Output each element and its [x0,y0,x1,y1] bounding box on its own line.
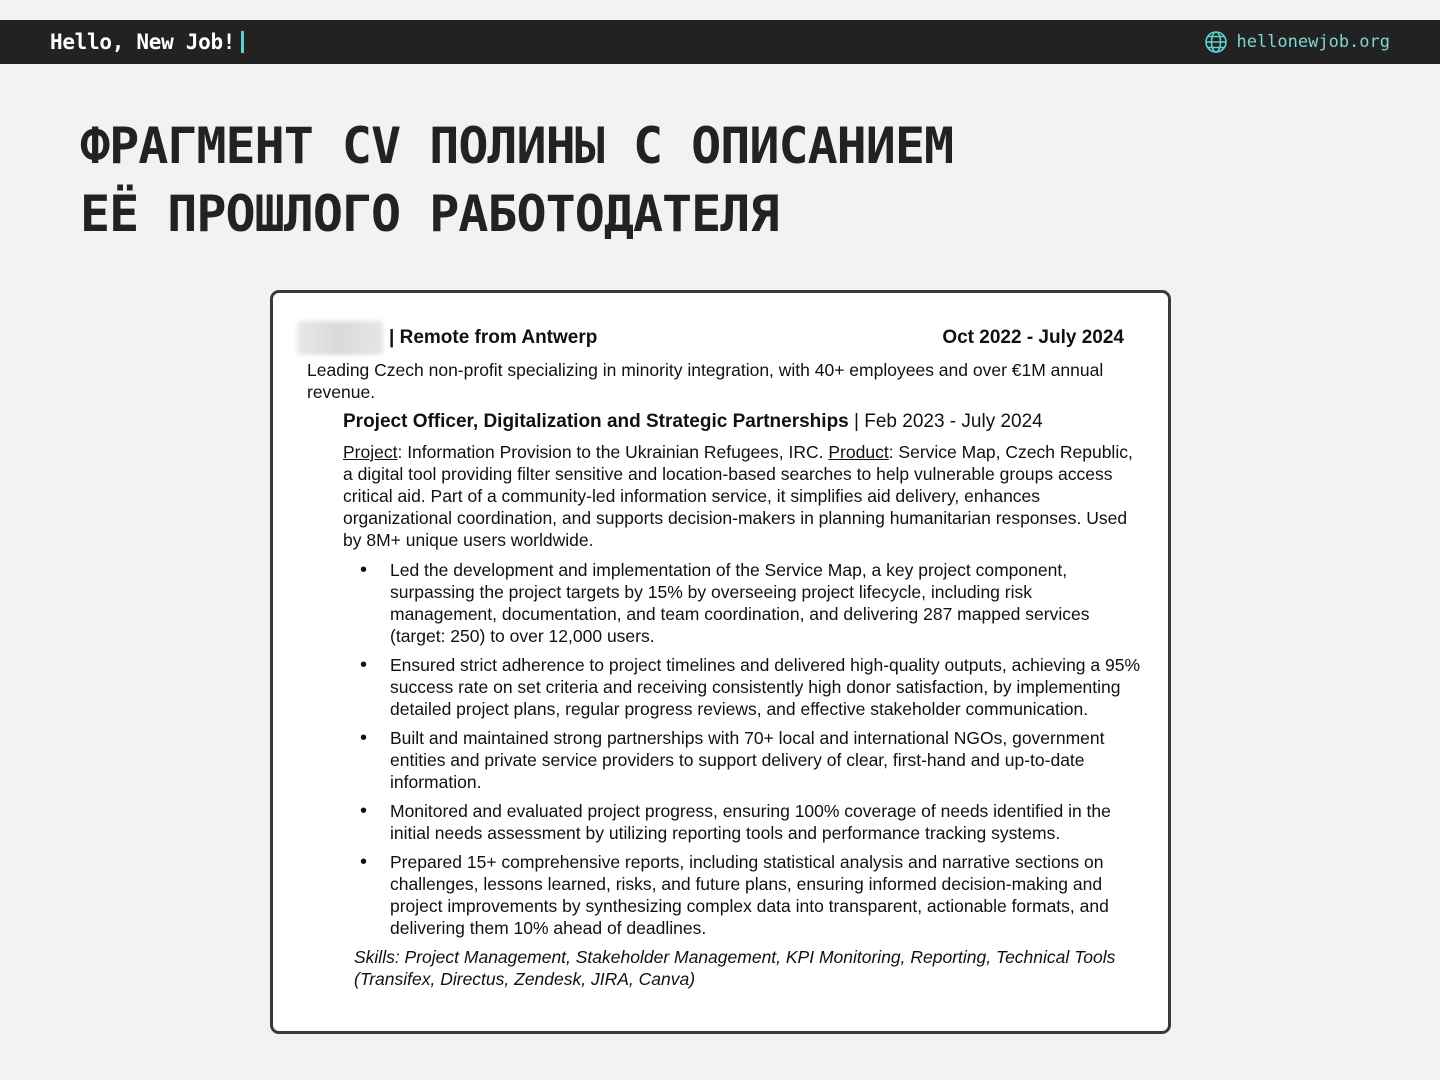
page-title [80,112,1280,248]
role-dates: | Feb 2023 - July 2024 [854,411,1043,432]
role-title: Project Officer, Digitalization and Strategic Partnerships [343,411,849,432]
project-paragraph [343,441,1142,551]
project-text: : Information Provision to the Ukrainian Refugees, IRC. [397,442,829,462]
list-item: • Monitored and evaluated project progress, ensuring 100% coverage of needs identified in the initial needs assessment by utilizing reporting tools and performance tracking systems. [390,800,1142,844]
employment-dates: Oct 2022 - July 2024 [942,327,1124,348]
globe-icon [1204,30,1228,54]
list-item: • Ensured strict adherence to project timelines and delivered high-quality outputs, achieving a 95% success rate on set criteria and receiving consistently high donor satisfaction, by implementing detailed project plans, regular progress reviews, and effective stakeholder communication. [390,654,1142,720]
employer-description: Leading Czech non-profit specializing in minority integration, with 40+ employees and over €1M annual revenue. [307,360,1104,402]
blurred-employer-name [297,321,383,355]
cursor-mark [241,31,244,53]
site-url: hellonewjob.org [1236,32,1390,52]
achievement-list [343,559,1142,939]
site-link[interactable] [1204,30,1390,54]
title-line-2: ЕЁ ПРОШЛОГО РАБОТОДАТЕЛЯ [80,185,779,243]
employer-row [307,321,1142,355]
project-label: Project [343,442,398,462]
product-label: Product [828,442,889,462]
employer-location: | Remote from Antwerp [389,327,598,348]
title-line-1: ФРАГМЕНТ CV ПОЛИНЫ С ОПИСАНИЕМ [80,117,954,175]
brand-text: Hello, New Job! [50,30,236,54]
list-item: • Built and maintained strong partnerships with 70+ local and international NGOs, government entities and private service providers to support delivery of clear, first-hand and up-to-date information. [390,727,1142,793]
top-bar [0,20,1440,64]
skills-line: Skills: Project Management, Stakeholder Management, KPI Monitoring, Reporting, Technical Tools (Transifex, Directus, Zendesk, JIRA, Canva) [354,947,1116,989]
list-item: • Prepared 15+ comprehensive reports, including statistical analysis and narrative sections on challenges, lessons learned, risks, and future plans, ensuring informed decision-making and project improvements by synthesizing complex data into transparent, actionable formats, and delivering them 10% ahead of deadlines. [390,851,1142,939]
brand-logo[interactable] [50,30,244,54]
list-item: • Led the development and implementation of the Service Map, a key project component, surpassing the project targets by 15% by overseeing project lifecycle, including risk management, documentation, and team coordination, and delivering 287 mapped services (target: 250) to over 12,000 users. [390,559,1142,647]
role-line [343,411,1142,433]
product-text: : Service Map, Czech Republic, a digital tool providing filter sensitive and location-based searches to help vulnerable groups access critical aid. Part of a community-led information service, it simplifies aid delivery, enhances organizational coordination, and supports decision-makers in planning humanitarian responses. Used by 8M+ unique users worldwide. [343,442,1133,550]
cv-fragment-card [270,290,1171,1034]
